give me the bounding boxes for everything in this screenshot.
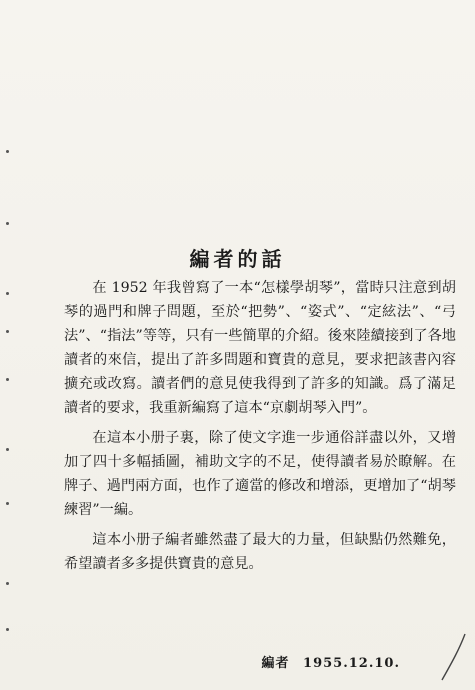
edge-mark [6,150,9,153]
edge-mark [6,378,9,381]
paragraph: 在 1952 年我曾寫了一本“怎樣學胡琴”，當時只注意到胡琴的過門和牌子問題，至於“把勢”、“姿式”、“定絃法”、“弓法”、“指法”等等，只有一些簡單的介紹。後來陸續接到了各地讀者的來信，提出了許多問題和寶貴的意見，要求把該書內容擴充或改寫。讀者們的意見使我得到了許多的知識。爲了滿足讀者的要求，我重新編寫了這本“京劇胡琴入門”。 [64,280,456,416]
edge-mark [6,292,9,295]
edge-mark [6,448,9,451]
edge-mark [6,502,9,505]
paragraph: 這本小册子編者雖然盡了最大的力量，但缺點仍然難免，希望讀者多多提供寶貴的意見。 [64,532,456,572]
signature-date: 1955.12.10. [303,656,400,671]
corner-pencil-stroke [439,632,467,682]
paragraph: 在這本小册子裏，除了使文字進一步通俗詳盡以外，又增加了四十多幅插圖，補助文字的不足，使得讀者易於瞭解。在牌子、過門兩方面，也作了適當的修改和增添，更增加了“胡琴練習”一編。 [64,430,456,518]
page-title: 編者的話 [189,247,286,272]
edge-mark [6,330,9,333]
signature [0,652,400,671]
edge-mark [6,222,9,225]
signature-label: 編者 [261,656,290,671]
preface-body [64,276,456,582]
edge-mark [6,582,9,585]
edge-mark [6,628,9,631]
